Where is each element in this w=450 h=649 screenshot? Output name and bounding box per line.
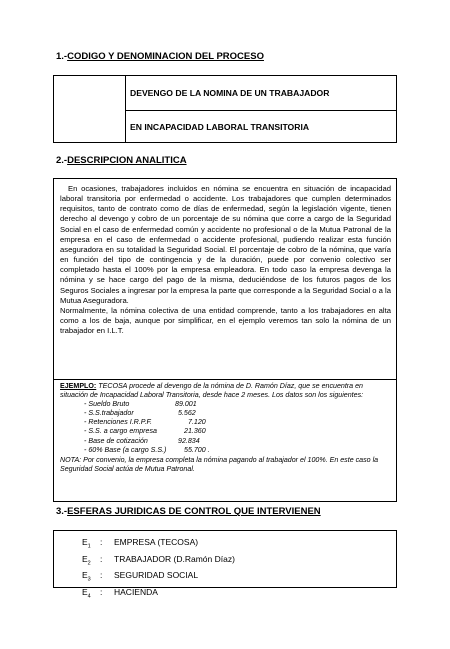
- example-note: NOTA: Por convenio, la empresa completa la nómina pagando al trabajador el 100%. En este caso la Seguridad Social actúa de Mutua Patronal.: [60, 455, 379, 473]
- example-item: [60, 437, 391, 446]
- section2-number: 2.-: [56, 155, 68, 166]
- sphere-code: [82, 586, 100, 603]
- sphere-code-letter: E: [82, 587, 88, 598]
- section3-number: 3.-: [56, 506, 68, 517]
- example-item-label: - Retenciones I.R.P.F.: [84, 418, 152, 427]
- description-text: [60, 184, 391, 336]
- sphere-code-sub: 4: [87, 593, 91, 600]
- section1-title: CODIGO Y DENOMINACION DEL PROCESO: [67, 51, 264, 62]
- sphere-code-letter: E: [82, 537, 88, 547]
- section2-heading: [56, 155, 187, 166]
- control-spheres-box: [53, 530, 397, 600]
- section1-heading: [56, 51, 264, 62]
- example-item-value: 21.360: [184, 427, 206, 436]
- example-intro: [60, 382, 391, 400]
- example-item-value: 92.834: [178, 436, 200, 445]
- example-item: [60, 400, 391, 409]
- list-item: $E_3$ : SEGURIDAD SOCIAL: [82, 569, 235, 586]
- sphere-name: EMPRESA (TECOSA): [114, 537, 199, 547]
- example-item-label: - S.S. a cargo empresa: [84, 427, 157, 436]
- section3-title: ESFERAS JURIDICAS DE CONTROL QUE INTERVIENEN: [67, 506, 321, 517]
- example-item: [60, 446, 391, 455]
- example-item: [60, 427, 391, 436]
- process-title-table: [53, 75, 397, 143]
- list-item: $E_2$ : TRABAJADOR (D.Ramón Díaz): [82, 553, 235, 570]
- example-item: [60, 418, 391, 427]
- sphere-code-letter: E: [82, 553, 88, 564]
- example-item-label: - S.S.trabajador: [84, 409, 134, 418]
- process-title-row-1: DEVENGO DE LA NOMINA DE UN TRABAJADOR: [126, 76, 396, 111]
- process-title-row-2: EN INCAPACIDAD LABORAL TRANSITORIA: [130, 122, 310, 132]
- section3-heading: [56, 506, 321, 517]
- sphere-code: [82, 569, 100, 586]
- sphere-code-sub: 1: [87, 543, 91, 550]
- example-item-value: 7.120: [188, 418, 206, 427]
- sphere-code-sub: 3: [87, 577, 91, 584]
- sphere-code-letter: E: [82, 570, 88, 581]
- example-item: [60, 409, 391, 418]
- sphere-name: TRABAJADOR (D.Ramón Díaz): [114, 553, 235, 564]
- example-item-value: 5.562: [178, 409, 196, 418]
- example-section: [60, 382, 391, 474]
- description-paragraph-1-text: En ocasiones, trabajadores incluidos en nómina se encuentra en situación de incapacidad laboral transitoria por enfermedad o accidente. Los trabajadores que cumplen determinados requisitos, tanto de contrato como de días de enfermedad, según la legislación vigente, tienen derecho al devengo y cobro de un porcentaje de su nómina que corre a cargo de la Seguridad Social en el caso de enfermedad común y accidente no profesional o de la Mutua Patronal de la empresa en el caso de enfermedad o accidente profesional, pudiendo realizar esta función aseguradora en su totalidad la Seguridad Social. El porcentaje de cobro de la nómina, que varía en función del tipo de contingencia y de la duración, puede por convenio colectivo ser completado hasta el 100% por la empresa empleadora. En todo caso la empresa devenga la nómina y se hace cargo del pago de la misma, deduciéndose de los futuros pagos de los Seguros Sociales a ingresar por la empresa la parte que corresponde a la Seguridad Social o a la Mutua Aseguradora.: [60, 184, 391, 305]
- example-data-list: [60, 400, 391, 455]
- sphere-name: SEGURIDAD SOCIAL: [114, 570, 199, 581]
- list-item: $E_4$ : HACIENDA: [82, 586, 235, 603]
- sphere-code-sub: 2: [87, 560, 91, 567]
- sphere-code: [82, 553, 100, 570]
- example-divider: [54, 379, 396, 380]
- example-intro-text: TECOSA procede al devengo de la nómina de D. Ramón Díaz, que se encuentra en situación de Incapacidad Laboral Transitoria, desde hace 2 meses. Los datos son los siguientes:: [60, 382, 364, 400]
- analytic-description-box: [53, 178, 397, 502]
- section1-number: 1.-: [56, 51, 68, 62]
- example-item-label: - Sueldo Bruto: [84, 400, 130, 409]
- description-paragraph-2: Normalmente, la nómina colectiva de una entidad comprende, tanto a los trabajadores en alta como a los de baja, aunque por simplificar, en el ejemplo veremos tan solo la nómina de un trabajador en I.L.T.: [60, 305, 391, 336]
- example-item-label: - 60% Base (a cargo S.S.): [84, 445, 167, 454]
- example-item-value: 89.001: [175, 400, 197, 409]
- sphere-name: HACIENDA: [114, 587, 158, 598]
- description-paragraph-1: [60, 184, 391, 306]
- example-label: EJEMPLO:: [60, 382, 97, 390]
- list-item: $E_1$ : EMPRESA (TECOSA): [82, 536, 235, 553]
- process-code-cell: [54, 76, 126, 142]
- control-spheres-list: [82, 536, 235, 603]
- section2-title: DESCRIPCION ANALITICA: [67, 155, 187, 166]
- sphere-code: [82, 536, 100, 553]
- example-item-label: - Base de cotización: [84, 436, 148, 445]
- example-item-value: 55.700 .: [184, 445, 210, 454]
